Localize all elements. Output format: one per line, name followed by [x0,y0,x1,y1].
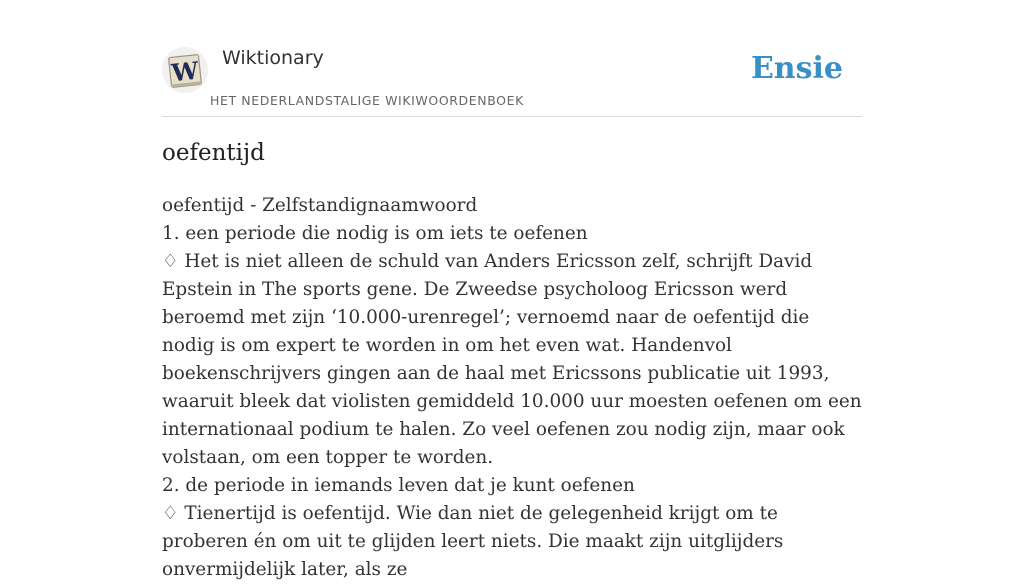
page-title: oefentijd [162,140,265,166]
entry-line-pos: oefentijd - Zelfstandignaamwoord [162,195,478,216]
site-header [162,0,862,117]
entry-content [162,192,862,584]
entry-definition-1: 1. een periode die nodig is om iets te oefenen [162,223,588,244]
entry-example-2: ♢ Tienertijd is oefentijd. Wie dan niet de gelegenheid krijgt om te proberen én om uit te glijden leert niets. Die maakt zijn uitglijders onvermijdelijk later, als ze [162,503,784,580]
wiktionary-logo-icon[interactable] [162,47,208,93]
ensie-brand-link[interactable]: Ensie [750,51,843,86]
site-title[interactable]: Wiktionary [222,47,324,69]
entry-definition-2: 2. de periode in iemands leven dat je kunt oefenen [162,475,635,496]
site-subtitle: HET NEDERLANDSTALIGE WIKIWOORDENBOEK [210,93,524,108]
svg-text:W: W [170,55,200,88]
entry-example-1: ♢ Het is niet alleen de schuld van Anders Ericsson zelf, schrijft David Epstein in The sports gene. De Zweedse psycholoog Ericsson werd beroemd met zijn ‘10.000-urenregel’; vernoemd naar de oefentijd die nodig is om expert te worden in om het even wat. Handenvol boekenschrijvers gingen aan de haal met Ericssons publicatie uit 1993, waaruit bleek dat violisten gemiddeld 10.000 uur moesten oefenen om een internationaal podium te halen. Zo veel oefenen zou nodig zijn, maar ook volstaan, om een topper te worden. [162,251,862,468]
